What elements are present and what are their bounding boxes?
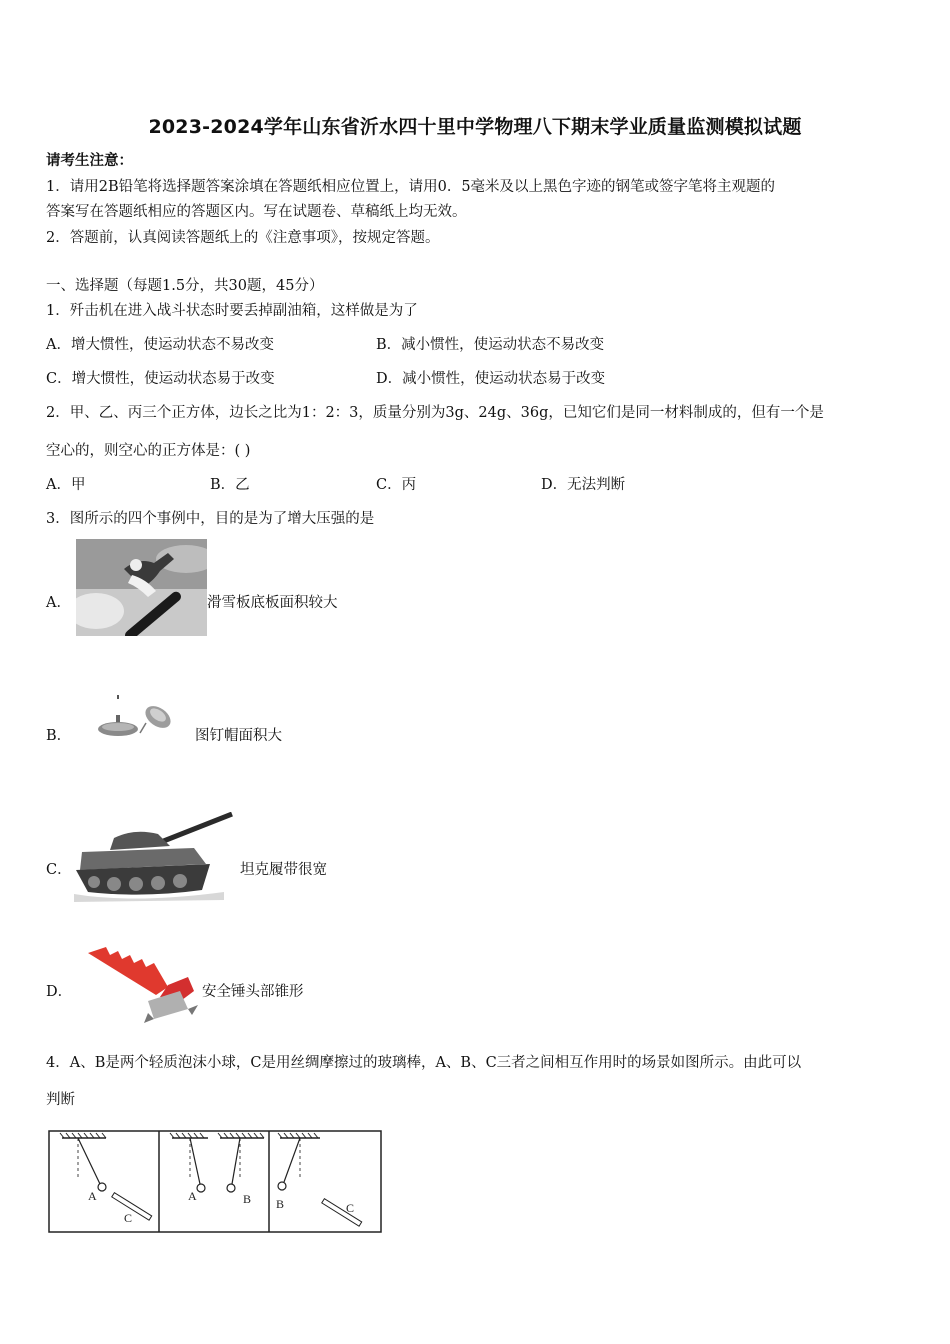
label-b-3: B bbox=[276, 1197, 285, 1211]
notice-item-1-line-2: 答案写在答题纸相应的答题区内。写在试题卷、草稿纸上均无效。 bbox=[46, 204, 467, 220]
q1-stem: 1．歼击机在进入战斗状态时要丢掉副油箱，这样做是为了 bbox=[46, 303, 418, 319]
q1-option-b: B．减小惯性，使运动状态不易改变 bbox=[376, 337, 605, 353]
safety-hammer-image bbox=[84, 945, 200, 1025]
page-title: 2023-2024学年山东省沂水四十里中学物理八下期末学业质量监测模拟试题 bbox=[148, 116, 802, 138]
label-b-2: B bbox=[243, 1192, 252, 1206]
q2-option-d: D．无法判断 bbox=[541, 477, 626, 493]
q1-option-d: D．减小惯性，使运动状态易于改变 bbox=[376, 371, 606, 387]
thumbtack-image bbox=[96, 693, 182, 743]
q2-option-b: B．乙 bbox=[210, 477, 250, 493]
panel-3 bbox=[276, 1133, 362, 1226]
q2-stem-line-1: 2．甲、乙、丙三个正方体，边长之比为1：2：3，质量分别为3g、24g、36g，已知它们是同一材料制成的，但有一个是 bbox=[46, 405, 824, 421]
q4-interaction-figure bbox=[48, 1130, 384, 1234]
label-a-2: A bbox=[188, 1189, 197, 1203]
tank-image bbox=[74, 812, 234, 904]
q4-stem-line-1: 4．A、B是两个轻质泡沫小球，C是用丝绸摩擦过的玻璃棒，A、B、C三者之间相互作用时的场景如图所示。由此可以 bbox=[46, 1055, 802, 1071]
label-a-1: A bbox=[88, 1189, 97, 1203]
q3-option-b-text: 图钉帽面积大 bbox=[195, 728, 282, 744]
label-c-1: C bbox=[124, 1211, 133, 1225]
q2-option-a: A．甲 bbox=[46, 477, 86, 493]
q3-option-b-label: B． bbox=[46, 728, 72, 744]
q2-option-c: C．丙 bbox=[376, 477, 417, 493]
q3-option-a-label: A． bbox=[46, 595, 71, 611]
notice-item-2: 2．答题前，认真阅读答题纸上的《注意事项》，按规定答题。 bbox=[46, 230, 440, 246]
notice-item-1-line-1: 1．请用2B铅笔将选择题答案涂填在答题纸相应位置上，请用0．5毫米及以上黑色字迹的钢笔或签字笔将主观题的 bbox=[46, 179, 776, 195]
q3-option-c-label: C． bbox=[46, 862, 72, 878]
q1-option-c: C．增大惯性，使运动状态易于改变 bbox=[46, 371, 275, 387]
label-c-3: C bbox=[346, 1201, 355, 1215]
q1-option-a: A．增大惯性，使运动状态不易改变 bbox=[46, 337, 274, 353]
q3-option-d-text: 安全锤头部锥形 bbox=[202, 984, 304, 1000]
q2-stem-line-2: 空心的，则空心的正方体是：( ) bbox=[46, 443, 251, 459]
section-heading: 一、选择题（每题1.5分，共30题，45分） bbox=[46, 278, 324, 294]
q3-option-d-label: D． bbox=[46, 984, 73, 1000]
q3-stem: 3．图所示的四个事例中，目的是为了增大压强的是 bbox=[46, 511, 375, 527]
q3-option-c-text: 坦克履带很宽 bbox=[240, 862, 327, 878]
q3-option-a-text: 滑雪板底板面积较大 bbox=[207, 595, 338, 611]
notice-heading: 请考生注意： bbox=[46, 152, 133, 169]
snowboarder-image bbox=[76, 539, 207, 636]
panel-1 bbox=[60, 1133, 152, 1225]
panel-2 bbox=[170, 1133, 264, 1206]
q4-stem-line-2: 判断 bbox=[46, 1092, 75, 1108]
